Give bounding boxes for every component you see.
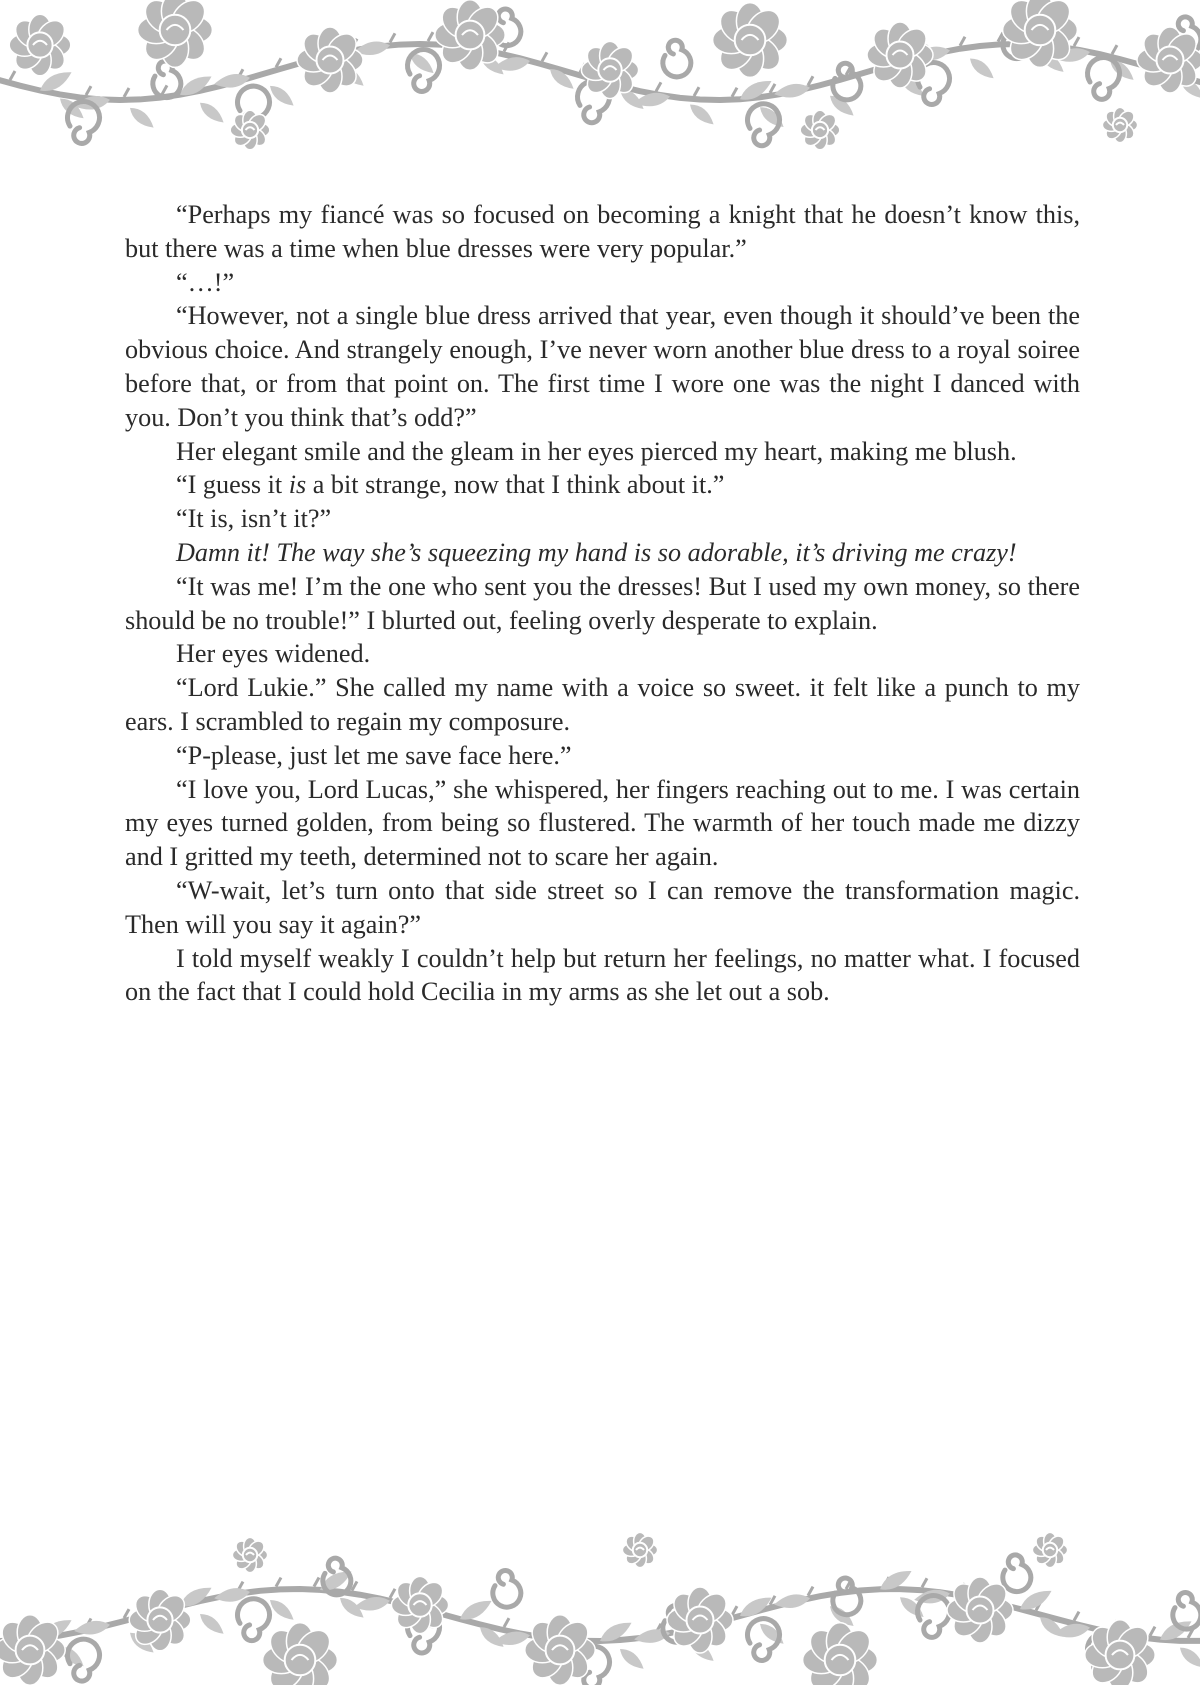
text-span: a bit strange, now that I think about it.” bbox=[306, 470, 725, 500]
leaf-icon bbox=[686, 100, 717, 128]
rose-icon bbox=[867, 22, 933, 88]
paragraph bbox=[125, 468, 1080, 502]
rose-icon bbox=[0, 1615, 65, 1685]
rose-icon bbox=[129, 1589, 191, 1651]
leaf-icon bbox=[616, 1645, 647, 1673]
paragraph bbox=[125, 536, 1080, 570]
paragraph bbox=[125, 266, 1080, 300]
rose-icon bbox=[232, 1537, 267, 1572]
rose-icon bbox=[230, 110, 270, 150]
rose-icon bbox=[1085, 1620, 1155, 1685]
text-span: “P-please, just let me save face here.” bbox=[176, 740, 572, 770]
paragraph bbox=[125, 773, 1080, 874]
rose-icon bbox=[435, 0, 505, 70]
paragraph bbox=[125, 874, 1080, 942]
rose-icon bbox=[525, 1615, 595, 1685]
paragraph bbox=[125, 299, 1080, 434]
italic-text: is bbox=[288, 470, 307, 500]
rose-vine-icon bbox=[0, 0, 1200, 170]
text-span: “It was me! I’m the one who sent you the dresses! But I used my own money, so there should be no trouble!” I blurted out, feeling overly desperate to explain. bbox=[125, 571, 1080, 635]
rose-icon bbox=[800, 110, 840, 150]
rose-icon bbox=[263, 1623, 338, 1685]
leaf-icon bbox=[196, 99, 227, 127]
bottom-rose-border bbox=[0, 1510, 1200, 1685]
rose-icon bbox=[581, 41, 638, 98]
rose-icon bbox=[667, 1587, 733, 1653]
text-span: “…!” bbox=[176, 267, 235, 297]
paragraph bbox=[125, 637, 1080, 671]
rose-icon bbox=[9, 14, 71, 76]
text-span: “It is, isn’t it?” bbox=[176, 504, 332, 534]
paragraph bbox=[125, 570, 1080, 638]
text-span: “I guess it bbox=[176, 470, 289, 500]
page-body-text bbox=[125, 198, 1080, 1009]
text-span: “Lord Lukie.” She called my name with a voice so sweet. it felt like a punch to my ears. I scrambled to regain my composure. bbox=[125, 673, 1080, 736]
paragraph bbox=[125, 942, 1080, 1010]
paragraph bbox=[125, 502, 1080, 536]
leaf-icon bbox=[1176, 1643, 1200, 1671]
rose-icon bbox=[1102, 107, 1137, 142]
paragraph bbox=[125, 435, 1080, 469]
rose-icon bbox=[1032, 1532, 1067, 1567]
rose-icon bbox=[1003, 0, 1078, 67]
text-span: “However, not a single blue dress arrived that year, even though it should’ve been the obvious choice. And strangely enough, I’ve never worn another blue dress to a royal soiree before that, or from that point on. The first time I wore one was the night I danced with you. Don’t you think that’s odd?” bbox=[125, 301, 1080, 432]
top-rose-border bbox=[0, 0, 1200, 170]
leaf-icon bbox=[126, 104, 157, 132]
rose-vine-icon bbox=[0, 1510, 1200, 1685]
rose-icon bbox=[622, 1532, 657, 1567]
rose-icon bbox=[391, 1576, 448, 1633]
rose-icon bbox=[947, 1577, 1013, 1643]
paragraph bbox=[125, 198, 1080, 266]
text-span: “I love you, Lord Lucas,” she whispered, her fingers reaching out to me. I was certain my eyes turned golden, from being so flustered. The warmth of her touch made me dizzy and I gritted my teeth, determined not to scare her again. bbox=[125, 774, 1080, 872]
leaf-icon bbox=[966, 54, 997, 82]
leaf-icon bbox=[196, 1610, 227, 1638]
rose-icon bbox=[297, 27, 363, 93]
text-span: “W-wait, let’s turn onto that side street so I can remove the transformation magic. Then will you say it again?” bbox=[125, 875, 1080, 939]
rose-icon bbox=[1137, 27, 1200, 93]
rose-icon bbox=[803, 1623, 878, 1685]
paragraph bbox=[125, 671, 1080, 739]
italic-text: Damn it! The way she’s squeezing my hand is so adorable, it’s driving me crazy! bbox=[176, 537, 1017, 567]
text-span: I told myself weakly I couldn’t help but return her feelings, no matter what. I focused on the fact that I could hold Cecilia in my arms as she let out a sob. bbox=[125, 943, 1080, 1007]
text-span: Her elegant smile and the gleam in her eyes pierced my heart, making me blush. bbox=[176, 436, 1017, 466]
rose-icon bbox=[138, 0, 213, 67]
rose-icon bbox=[713, 3, 788, 78]
paragraph bbox=[125, 739, 1080, 773]
text-span: Her eyes widened. bbox=[176, 639, 371, 669]
leaf-icon bbox=[773, 81, 811, 100]
text-span: “Perhaps my fiancé was so focused on becoming a knight that he doesn’t know this, but there was a time when blue dresses were very popular.” bbox=[125, 200, 1080, 263]
